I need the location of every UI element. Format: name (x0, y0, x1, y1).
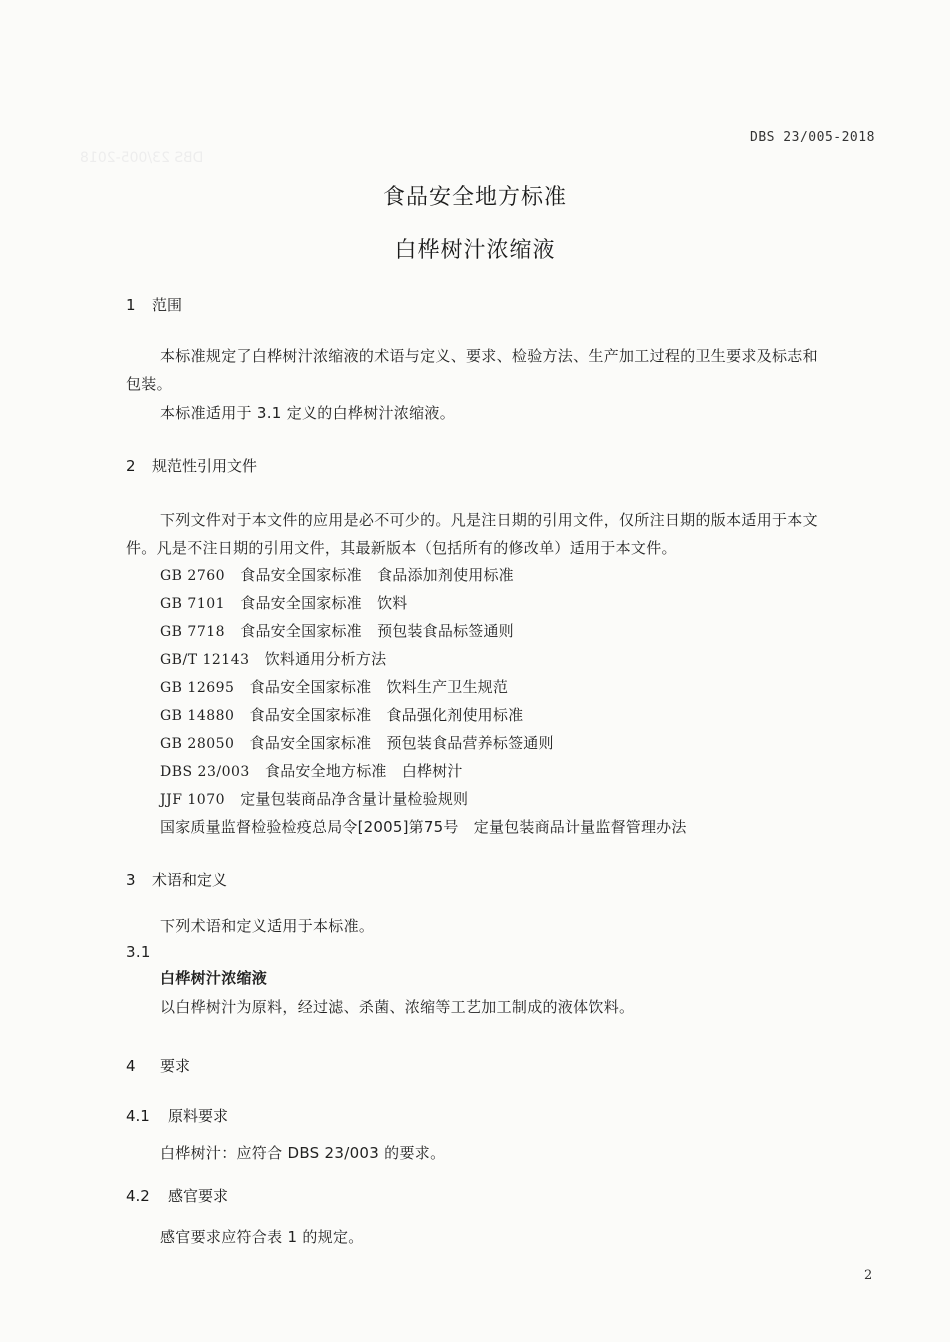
references-intro-line2: 件。凡是不注日期的引用文件，其最新版本（包括所有的修改单）适用于本文件。 (126, 539, 677, 557)
reference-code: GB 28050 (160, 736, 235, 752)
reference-code: GB 7101 (160, 596, 226, 612)
section-title: 范围 (152, 296, 183, 314)
reference-item (160, 592, 407, 613)
reference-code: GB 14880 (160, 708, 235, 724)
reference-code: GB 7718 (160, 624, 226, 640)
reference-code: GB/T 12143 (160, 652, 250, 668)
section-title: 要求 (160, 1057, 191, 1075)
reference-code: GB 12695 (160, 680, 235, 696)
document-code: DBS 23/005-2018 (750, 130, 875, 145)
references-intro-line1: 下列文件对于本文件的应用是必不可少的。凡是注日期的引用文件，仅所注日期的版本适用于本文 (160, 511, 818, 529)
reference-item (160, 704, 523, 725)
reference-item (160, 732, 554, 753)
reference-item (160, 816, 687, 837)
sensory-requirement: 感官要求应符合表 1 的规定。 (160, 1228, 364, 1246)
reference-code: 国家质量监督检验检疫总局令[2005]第75号 (160, 818, 459, 836)
document-subtitle: 白桦树汁浓缩液 (394, 238, 556, 263)
reference-code: JJF 1070 (160, 792, 226, 808)
section-3-heading (126, 869, 227, 890)
bleed-through-code: DBS 23/005-2018 (80, 150, 204, 166)
term-number: 3.1 (126, 943, 151, 961)
section-number: 4 (126, 1057, 136, 1075)
subsection-number: 4.1 (126, 1107, 150, 1125)
reference-title: 食品安全国家标准 食品添加剂使用标准 (240, 566, 514, 584)
subsection-4-2-heading (126, 1185, 228, 1206)
subsection-4-1-heading (126, 1105, 228, 1126)
section-title: 术语和定义 (152, 871, 228, 889)
scope-applicability: 本标准适用于 3.1 定义的白桦树汁浓缩液。 (160, 404, 455, 422)
reference-item (160, 760, 463, 781)
section-2-heading (126, 455, 257, 476)
terms-intro: 下列术语和定义适用于本标准。 (160, 917, 375, 935)
reference-item (160, 564, 514, 585)
raw-material-requirement: 白桦树汁：应符合 DBS 23/003 的要求。 (160, 1144, 446, 1162)
document-title: 食品安全地方标准 (382, 185, 567, 210)
section-title: 规范性引用文件 (152, 457, 258, 475)
scope-paragraph-line2: 包装。 (126, 375, 172, 393)
section-number: 2 (126, 457, 136, 475)
reference-code: GB 2760 (160, 568, 226, 584)
section-4-heading (126, 1055, 190, 1076)
reference-item (160, 648, 386, 669)
reference-title: 饮料通用分析方法 (264, 650, 387, 668)
section-1-heading (126, 294, 182, 315)
reference-item (160, 788, 468, 809)
section-number: 3 (126, 871, 136, 889)
reference-title: 食品安全国家标准 饮料生产卫生规范 (249, 678, 509, 696)
reference-item (160, 620, 514, 641)
term-name: 白桦树汁浓缩液 (160, 969, 268, 987)
reference-item (160, 676, 508, 697)
subsection-title: 原料要求 (168, 1107, 229, 1125)
reference-title: 食品安全国家标准 预包装食品营养标签通则 (249, 734, 554, 752)
reference-title: 食品安全地方标准 白桦树汁 (265, 762, 463, 780)
reference-code: DBS 23/003 (160, 764, 250, 780)
term-definition: 以白桦树汁为原料，经过滤、杀菌、浓缩等工艺加工制成的液体饮料。 (160, 998, 635, 1016)
section-number: 1 (126, 296, 136, 314)
reference-title: 食品安全国家标准 预包装食品标签通则 (240, 622, 514, 640)
subsection-number: 4.2 (126, 1187, 150, 1205)
reference-title: 定量包装商品计量监督管理办法 (473, 818, 687, 836)
page-number: 2 (864, 1268, 873, 1283)
scope-paragraph-line1: 本标准规定了白桦树汁浓缩液的术语与定义、要求、检验方法、生产加工过程的卫生要求及标志和 (160, 347, 818, 365)
subsection-title: 感官要求 (168, 1187, 229, 1205)
reference-title: 食品安全国家标准 饮料 (240, 594, 408, 612)
reference-title: 定量包装商品净含量计量检验规则 (240, 790, 469, 808)
reference-title: 食品安全国家标准 食品强化剂使用标准 (249, 706, 524, 724)
